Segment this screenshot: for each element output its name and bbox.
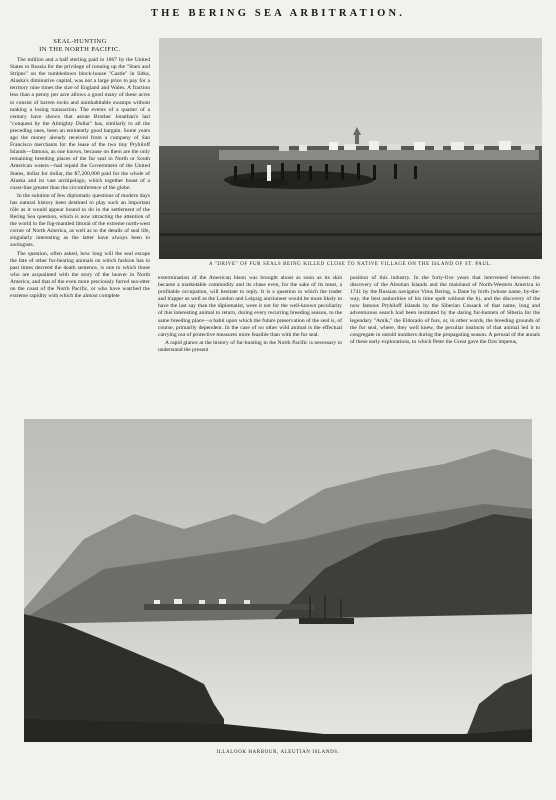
article-heading-line1: SEAL-HUNTING bbox=[53, 38, 107, 45]
photo-seal-drive-caption: A "DRIVE" OF FUR SEALS BEING KILLED CLOSE TO NATIVE VILLAGE ON THE ISLAND OF ST. PAUL. bbox=[208, 262, 493, 267]
article-column-1 bbox=[10, 38, 150, 368]
photo-illalook-harbour-caption: ILLALOOK HARBOUR, ALEUTIAN ISLANDS. bbox=[216, 750, 340, 755]
paragraph: position of this industry. In the forty-five years that intervened between the discovery of the Aleutian Islands and the mainland of North-Western America in 1741 by the Russian navigator Vitus Bering, a Dane by birth (whose name, by-the-way, the best authorities of his time spelt without the h), and the discovery of the now famous Pryhiloff Islands by the Siberian Cossack of that name, long and adventurous search had been instituted by the daring fur-hunters of Siberia for the legendary "Amik," the Eldorado of furs, or, in other words, the breeding grounds of the fur seal, where, they well knew, the peculiar instincts of that animal led it to congregate in untold numbers during the propagating season. A perusal of the annals of these early explorations, to which Peter the Great gave the first impetus, bbox=[350, 275, 540, 345]
paragraph: A rapid glance at the history of fur-hunting in the North Pacific is necessary to understand the present bbox=[158, 339, 342, 353]
seal-drive-illustration bbox=[159, 38, 542, 259]
photo-seal-drive bbox=[159, 38, 542, 259]
paragraph: In the solution of few diplomatic questions of modern days has natural history been destined to play such an important rôle as it would appear bound to do in the settlement of the Bering Sea question, which is now attracting the attention of the world to the fog-mantled littoral of the extreme north-west corner of North America, as well as to the details of seal life, singularly interesting as the latter have always been to zoologists. bbox=[10, 192, 150, 249]
page-masthead: THE BERING SEA ARBITRATION. bbox=[150, 8, 406, 19]
paragraph: extermination of the American bison was brought about as soon as its skin became a marketable commodity and its chase even, for the sake of its meat, a profitable occupation, will hesitate to reply. It is a question in which the trader and trapper as well as the London and Leipzig auctioneer would be more likely to have the last say than the diplomatist, were it not for the well-known peculiarity of this interesting animal to return, during every recurring breeding season, to the same breeding place—a habit upon which the future preservation of the seal is, of course, primarily dependent. In the case of no other wild animal is the effectual carrying out of protective measures more feasible than with the fur seal. bbox=[158, 275, 342, 338]
article-column-3 bbox=[350, 275, 540, 359]
paragraph: The question, often asked, how long will the seal escape the fate of other fur-bearing animals on which fashion has in past times decreed the death sentence, is one to which those who are acquainted with the story of the beaver in North America, and that of the even more preciously furred sea-otter on the coast of the North Pacific, or who have watched the extreme rapidity with which the almost complete bbox=[10, 250, 150, 300]
article-heading-line2: IN THE NORTH PACIFIC. bbox=[39, 46, 121, 53]
article-column-2 bbox=[158, 275, 342, 359]
paragraph: The million and a half sterling paid in 1867 by the United States to Russia for the privilege of running up the "Stars and Stripes" on the tumbledown block-house "Castle" in Sitka, Alaska's diminutive capital, was not a large price to pay for a territory nine times the size of England and Wales. A fraction less than a penny per acre allows a good many of these acres to consist of barren rocks and uninhabitable swamps without making a losing transaction. The events of a quarter of a century have shown that astute Brother Jonathan's last "conquest by the Almighty Dollar" has, similarly to all the preceding ones, been an eminently good bargain. Some years ago the money already received from a company of San Francisco merchants for the lease of the two tiny Pryhiloff Islands—famous, as one knows, because on them are the only remaining breeding places of the fur seal in North or South American waters—had repaid the Government of the United States, dollar for dollar, the $7,200,000 paid for the whole of Alaska and its vast archipelago, which together boast of a coast-line greater than the circumference of the globe. bbox=[10, 57, 150, 191]
harbour-illustration bbox=[24, 419, 532, 742]
photo-illalook-harbour bbox=[24, 419, 532, 742]
